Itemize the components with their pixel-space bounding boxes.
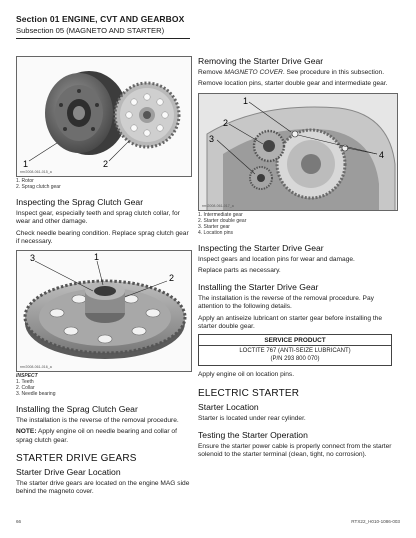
drive-gear-figure — [198, 93, 398, 211]
heading-starter-drive-gears: STARTER DRIVE GEARS — [16, 453, 137, 465]
heading-install-drive: Installing the Starter Drive Gear — [198, 282, 319, 293]
sprag-gear-figure — [16, 250, 192, 372]
heading-starter-drive-location: Starter Drive Gear Location — [16, 467, 121, 478]
callout-2: 2 — [103, 159, 109, 169]
callout-3: 3 — [30, 253, 36, 264]
right-column — [198, 56, 398, 463]
service-product-body: LOCTITE 767 (ANTI-SEIZE LUBRICANT) (P/N 293 800 070) — [239, 348, 351, 362]
figure-legend — [198, 212, 398, 236]
note — [16, 428, 192, 445]
legend-item: 1. Teeth — [16, 379, 34, 386]
figure-legend — [16, 178, 192, 190]
para-install-sprag: The installation is the reverse of the removal procedure. — [16, 417, 179, 425]
para-remove-cover: Remove MAGNETO COVER. See procedure in this subsection. — [198, 69, 385, 76]
subsection-title: Subsection 05 (MAGNETO AND STARTER) — [16, 26, 165, 35]
heading-starter-location: Starter Location — [198, 401, 259, 412]
rotor-figure — [16, 56, 192, 177]
para-check-needle: Check needle bearing condition. Replace sprag clutch gear if necessary. — [16, 229, 189, 245]
callout-2: 2 — [223, 117, 229, 128]
legend-item: 2. Collar — [16, 385, 35, 392]
legend-item: 3. Needle bearing — [16, 391, 56, 398]
legend-title: INSPECT — [16, 373, 38, 380]
figure-legend — [16, 373, 192, 397]
para-starter-location: Starter is located under rear cylinder. — [198, 414, 306, 422]
figure-code: rmr2008-061-015_a — [20, 170, 52, 174]
heading-removing: Removing the Starter Drive Gear — [198, 56, 324, 66]
para-antiseize: Apply an antiseize lubricant on starter gear before installing the starter double gear. — [198, 314, 383, 331]
left-column — [16, 56, 192, 500]
para-remove-pins: Remove location pins, starter double gear and intermediate gear. — [198, 80, 388, 88]
heading-inspect-sprag: Inspecting the Sprag Clutch Gear — [16, 197, 144, 207]
rotor-illustration — [17, 57, 192, 177]
page-number: 66 — [16, 519, 22, 524]
heading-electric-starter: ELECTRIC STARTER — [198, 387, 300, 399]
service-product-header: SERVICE PRODUCT — [199, 335, 391, 346]
legend-item: 1. Rotor — [16, 178, 34, 184]
para-starter-drive-location: The starter drive gears are located on the engine MAG side behind the magneto cover. — [16, 480, 190, 496]
figure-code: rmr2008-061-017_a — [202, 203, 234, 208]
note-label: NOTE: — [16, 428, 37, 436]
legend-item: 4. Location pins — [198, 229, 234, 236]
header-rule — [16, 38, 190, 39]
callout-4: 4 — [379, 149, 385, 160]
para-replace: Replace parts as necessary. — [198, 266, 281, 274]
section-title: Section 01 ENGINE, CVT AND GEARBOX — [16, 14, 185, 24]
sprag-gear-illustration — [17, 251, 192, 372]
drive-gear-illustration — [199, 94, 398, 211]
service-product-box — [198, 334, 392, 366]
para-inspect-sprag: Inspect gear, especially teeth and sprag clutch collar, for wear and other damage. — [16, 210, 180, 226]
heading-inspect-drive: Inspecting the Starter Drive Gear — [198, 242, 324, 253]
magneto-cover-ref: MAGNETO COVER — [224, 69, 283, 76]
para-install-drive: The installation is the reverse of the removal procedure. Pay attention to the following details. — [198, 295, 374, 311]
figure-code: rmr2008-061-016_a — [20, 365, 52, 370]
heading-testing: Testing the Starter Operation — [198, 429, 308, 440]
document-code: RTX22_H010-1086-003 — [351, 519, 400, 524]
callout-2: 2 — [169, 273, 175, 284]
note-text: Apply engine oil on needle bearing and collar of sprag clutch gear. — [16, 428, 177, 444]
para-inspect-drive: Inspect gears and location pins for wear and damage. — [198, 255, 355, 263]
callout-1: 1 — [243, 95, 249, 106]
para-testing: Ensure the starter power cable is properly connect from the starter solenoid to the starter terminal (clean, tight, no corrosion). — [198, 442, 392, 459]
legend-item: 2. Sprag clutch gear — [16, 184, 61, 190]
legend-item: 3. Starter gear — [198, 223, 230, 230]
legend-item: 1. Intermediate gear — [198, 211, 243, 218]
callout-1: 1 — [23, 159, 29, 169]
callout-3: 3 — [209, 133, 215, 144]
para-oil-pins: Apply engine oil on location pins. — [198, 371, 295, 379]
legend-item: 2. Starter double gear — [198, 217, 247, 224]
heading-install-sprag: Installing the Sprag Clutch Gear — [16, 404, 138, 415]
page-header — [16, 14, 400, 39]
callout-1: 1 — [94, 252, 100, 263]
